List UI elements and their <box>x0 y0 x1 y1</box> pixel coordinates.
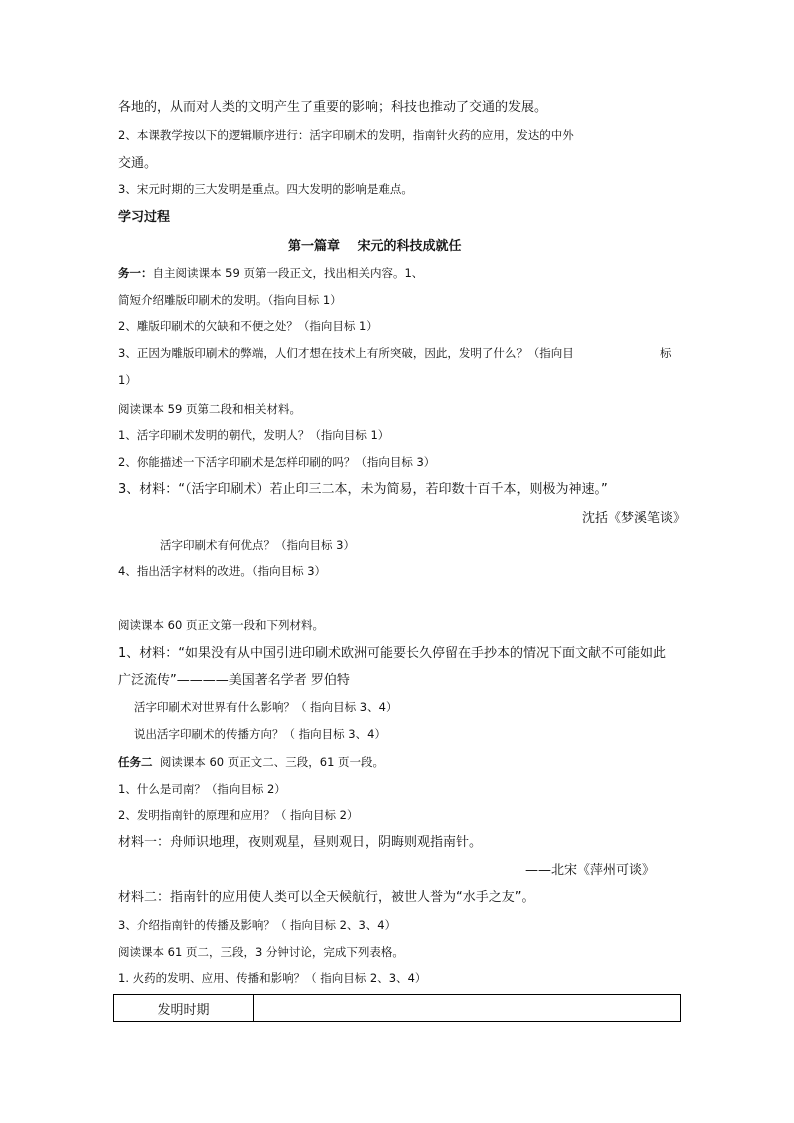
text-line: 3、正因为雕版印刷术的弊端，人们才想在技术上有所突破，因此，发明了什么？（指向目 <box>118 346 574 360</box>
text-line: 1、什么是司南？（指向目标 2） <box>118 782 286 796</box>
table-row <box>114 995 681 1022</box>
section-heading: 学习过程 <box>118 210 171 225</box>
task-label: 任务二 <box>118 755 153 769</box>
table-cell-label: 发明时期 <box>114 995 254 1022</box>
table-cell-value[interactable] <box>254 995 681 1022</box>
text-line: 2、雕版印刷术的欠缺和不便之处？（指向目标 1） <box>118 319 378 333</box>
text-line: 阅读课本 60 页正文第一段和下列材料。 <box>118 618 324 632</box>
text-line: 3、宋元时期的三大发明是重点。四大发明的影响是难点。 <box>118 182 413 196</box>
text-line: 交通。 <box>118 156 158 171</box>
text-line: 1、活字印刷术发明的朝代，发明人？（指向目标 1） <box>118 428 390 442</box>
text-line: 各地的，从而对人类的文明产生了重要的影响；科技也推动了交通的发展。 <box>118 100 548 115</box>
text-line: 1） <box>118 373 137 387</box>
chapter-title: 第一篇章 宋元的科技成就任 <box>288 239 462 254</box>
text-line: 4、指出活字材料的改进。（指向目标 3） <box>118 564 327 578</box>
text-line: 3、介绍指南针的传播及影响？（ 指向目标 2、3、4） <box>118 918 397 932</box>
text-line: 活字印刷术对世界有什么影响？（ 指向目标 3、4） <box>134 700 398 714</box>
text-line: 材料二：指南针的应用使人类可以全天候航行，被世人誉为“水手之友”。 <box>118 890 535 905</box>
text-line: 1. 火药的发明、应用、传播和影响？（ 指向目标 2、3、4） <box>118 971 427 985</box>
text-line: 2、你能描述一下活字印刷术是怎样印刷的吗？（指向目标 3） <box>118 455 436 469</box>
text-line: 广泛流传”————美国著名学者 罗伯特 <box>118 673 350 688</box>
text-line: 标 <box>660 346 672 360</box>
text-line: 活字印刷术有何优点？（指向目标 3） <box>160 538 355 552</box>
invention-table <box>113 994 681 1022</box>
task-label: 务一： <box>118 266 153 280</box>
text-line <box>118 268 423 280</box>
text-line: 简短介绍雕版印刷术的发明。（指向目标 1） <box>118 293 342 307</box>
text-line: 2、发明指南针的原理和应用？（ 指向目标 2） <box>118 808 359 822</box>
text-line: 2、本课教学按以下的逻辑顺序进行：活字印刷术的发明，指南针火药的应用，发达的中外 <box>118 128 574 142</box>
text-line: 3、材料：“（活字印刷术）若止印三二本，未为简易，若印数十百千本，则极为神速。” <box>118 482 608 497</box>
text-line: 1、材料：“如果没有从中国引进印刷术欧洲可能要长久停留在手抄本的情况下面文献不可能如此 <box>118 646 667 661</box>
citation: ——北宋《萍州可谈》 <box>525 863 656 878</box>
text-line: 说出活字印刷术的传播方向？（ 指向目标 3、4） <box>134 727 386 741</box>
text-line: 阅读课本 59 页第二段和相关材料。 <box>118 402 301 416</box>
text-line: 材料一：舟师识地理，夜则观星，昼则观日，阴晦则观指南针。 <box>118 835 483 850</box>
citation: 沈括《梦溪笔谈》 <box>582 511 687 526</box>
task-text: 自主阅读课本 59 页第一段正文，找出相关内容。1、 <box>152 266 424 280</box>
task-text: 阅读课本 60 页正文二、三段，61 页一段。 <box>159 755 385 769</box>
text-line: 阅读课本 61 页二，三段，3 分钟讨论，完成下列表格。 <box>118 945 404 959</box>
text-line <box>118 757 384 769</box>
